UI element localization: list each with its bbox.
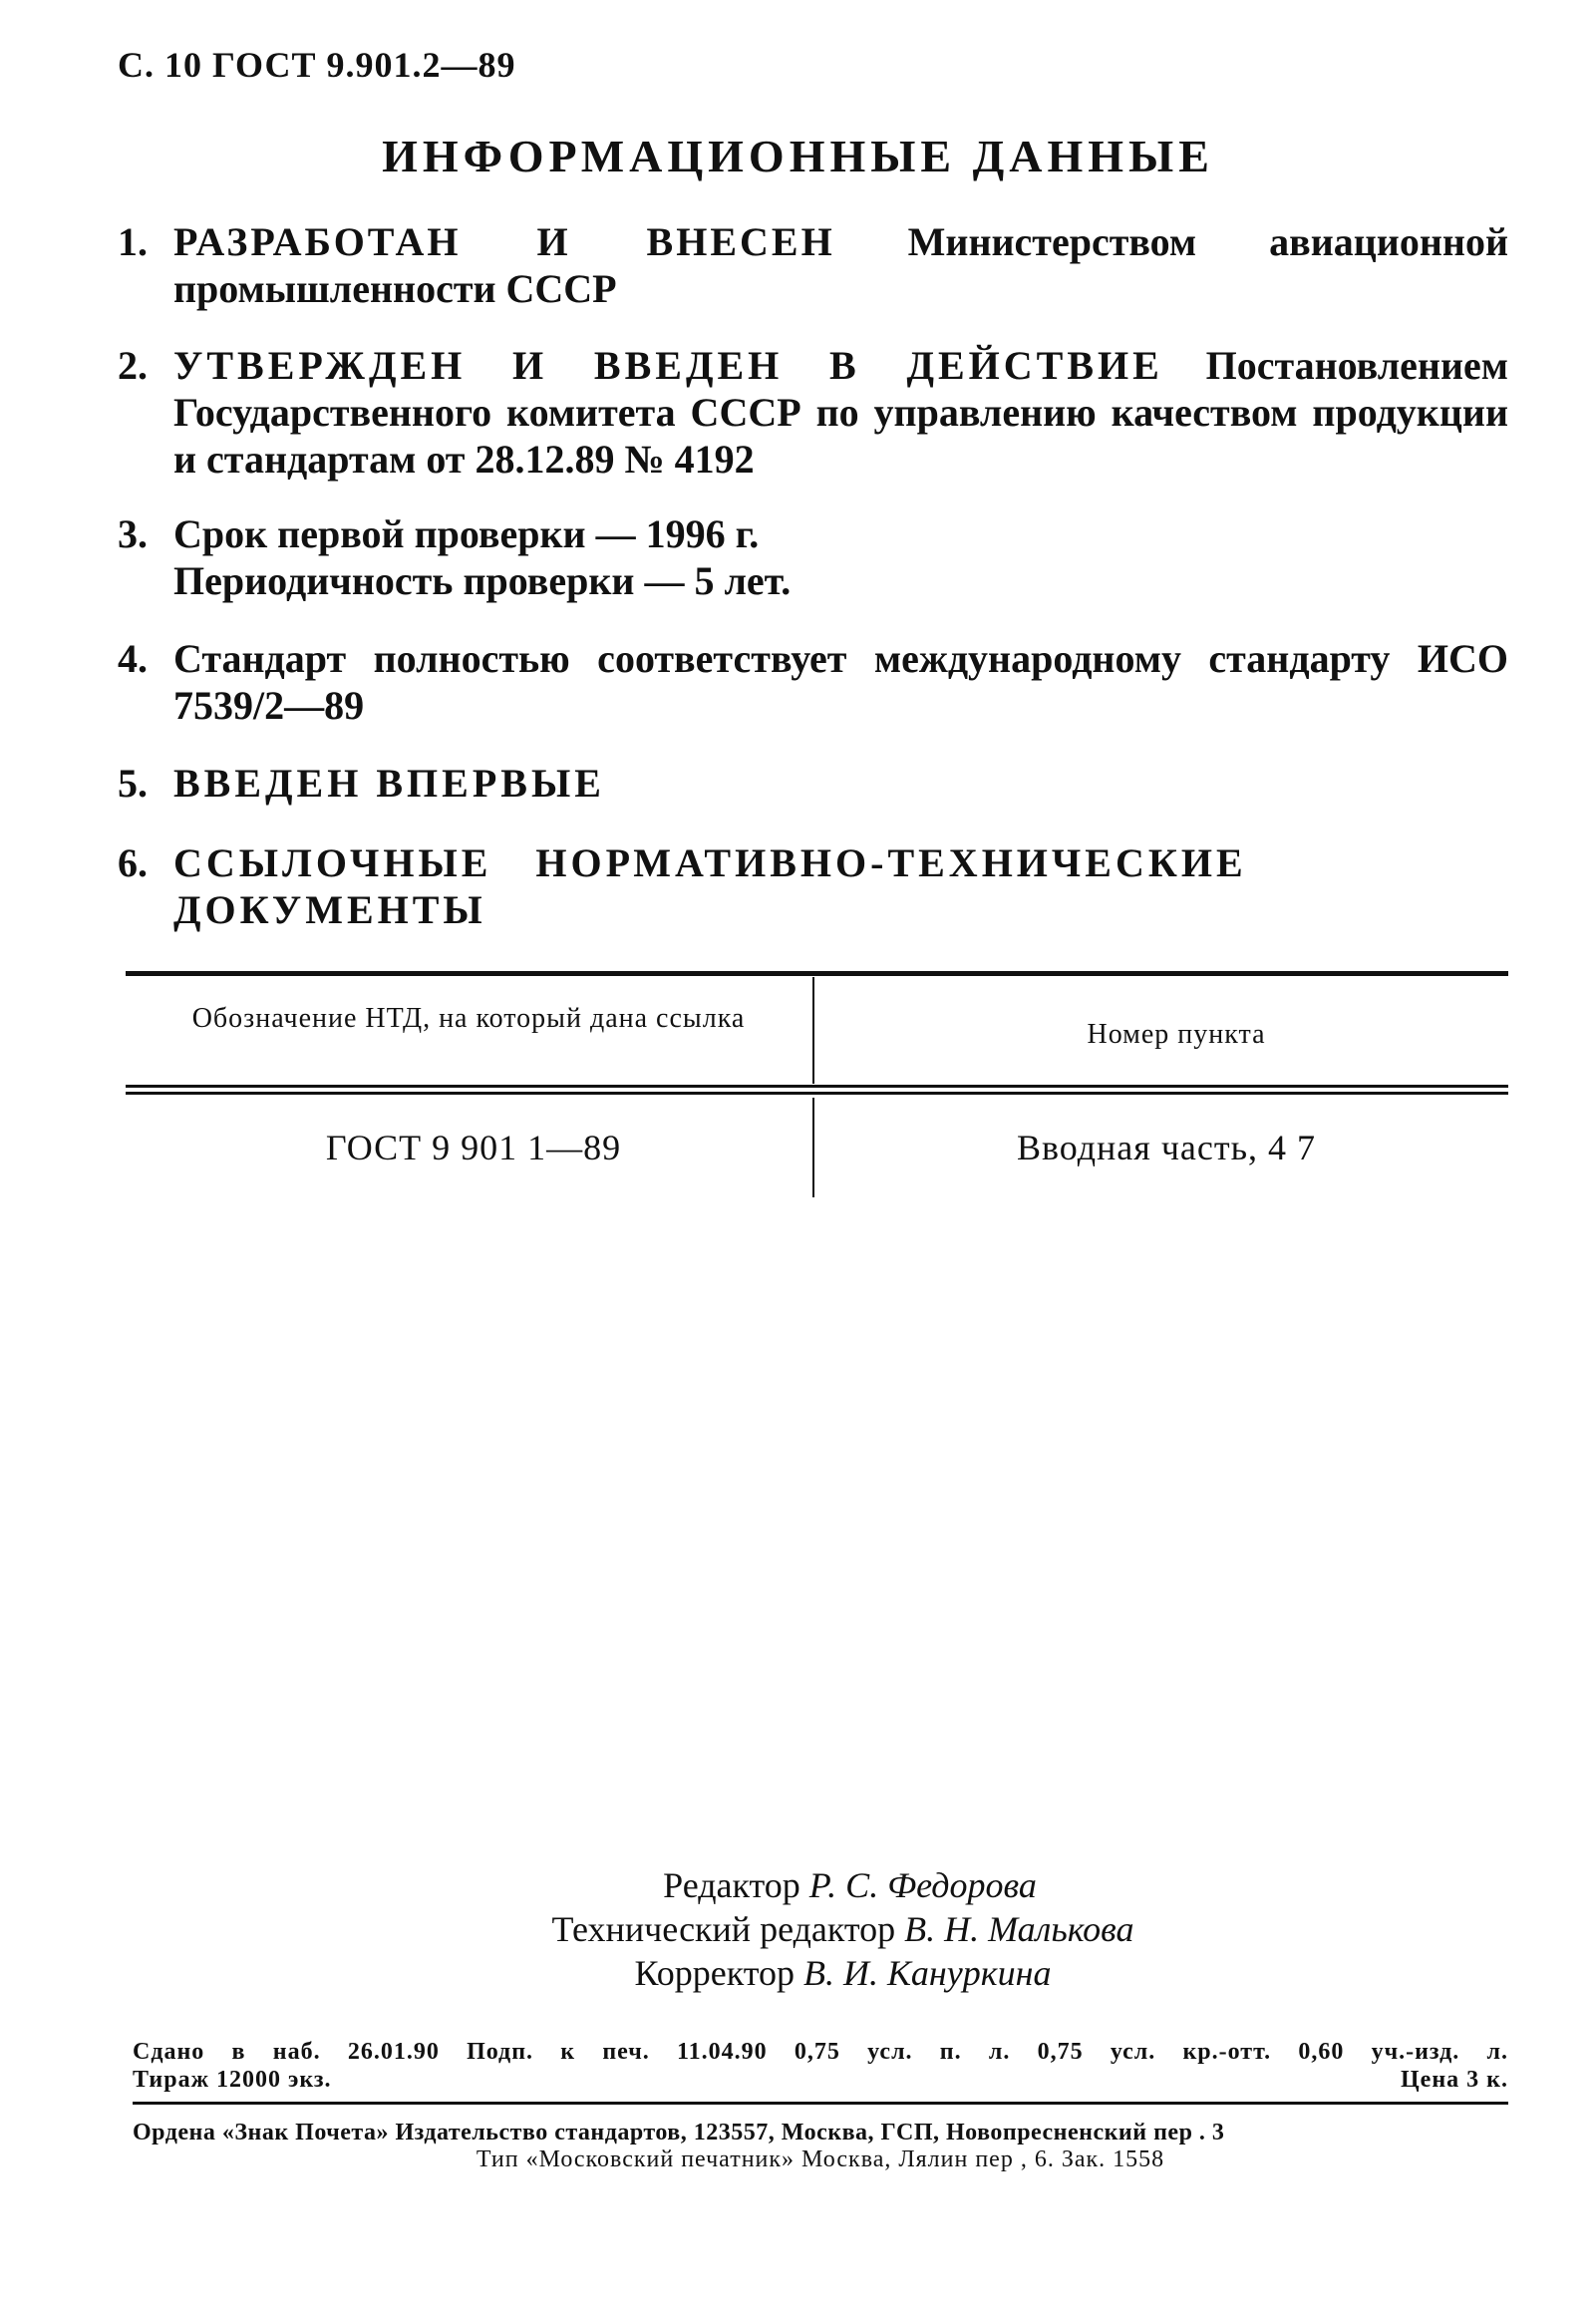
item-number: 6. — [118, 840, 148, 885]
item-number: 5. — [118, 761, 148, 806]
item-lead: ССЫЛОЧНЫЕ НОРМАТИВНО-ТЕХНИЧЕСКИЕ ДОКУМЕНТЫ — [173, 840, 1247, 932]
item-line: Периодичность проверки — 5 лет. — [173, 558, 792, 603]
credit-person: В. Н. Малькова — [904, 1909, 1134, 1949]
table-header-clause: Номер пункта — [1087, 1019, 1266, 1050]
item-text: Стандарт полностью соответствует международному стандарту ИСО 7539/2—89 — [173, 636, 1508, 728]
table-cell-designation: ГОСТ 9 901 1—89 — [325, 1128, 622, 1167]
credits-block — [0, 1863, 1596, 1995]
info-item-1 — [118, 218, 1508, 312]
info-item-4 — [118, 635, 1508, 729]
item-number: 4. — [118, 636, 148, 681]
table-header-designation: Обозначение НТД, на который дана ссылка — [191, 1003, 746, 1034]
credit-tech-editor — [45, 1907, 1596, 1951]
item-line: Срок первой проверки — 1996 г. — [173, 511, 760, 556]
credit-person: Р. С. Федорова — [808, 1865, 1037, 1905]
running-head: С. 10 ГОСТ 9.901.2—89 — [118, 45, 516, 85]
table-header-rule-2 — [126, 1092, 1508, 1095]
imprint-publisher: Ордена «Знак Почета» Издательство стандартов, 123557, Москва, ГСП, Новопресненский пер . 3 — [133, 2120, 1225, 2145]
credit-role: Редактор — [663, 1865, 800, 1905]
page-title: ИНФОРМАЦИОННЫЕ ДАННЫЕ — [382, 131, 1214, 181]
info-item-3 — [118, 510, 1508, 604]
imprint-circulation: Тираж 12000 экз. — [133, 2067, 332, 2093]
table-header-divider — [812, 977, 814, 1084]
credit-role: Корректор — [634, 1953, 796, 1993]
item-text: Постановлением Государственного комитета СССР по управлению качеством продукции и стандартам от 28.12.89 № 4192 — [173, 343, 1509, 482]
info-item-5 — [118, 760, 1508, 807]
item-number: 3. — [118, 511, 148, 556]
credit-proofreader — [45, 1951, 1596, 1995]
item-number: 1. — [118, 219, 148, 264]
table-cell-clause: Вводная часть, 4 7 — [1016, 1128, 1317, 1167]
imprint-line-1: Сдано в наб. 26.01.90 Подп. к печ. 11.04.90 0,75 усл. п. л. 0,75 усл. кр.-отт. 0,60 уч.-изд. л. — [133, 2039, 1508, 2065]
credit-editor — [52, 1863, 1596, 1907]
imprint-printer: Тип «Московский печатник» Москва, Лялин пер , 6. Зак. 1558 — [476, 2146, 1165, 2172]
item-lead: РАЗРАБОТАН И ВНЕСЕН — [173, 219, 835, 264]
table-header-rule-1 — [126, 1085, 1508, 1088]
info-item-6 — [118, 839, 1493, 933]
credit-person: В. И. Канyркина — [803, 1953, 1052, 1993]
credit-role: Технический редактор — [551, 1909, 896, 1949]
imprint-price: Цена 3 к. — [1401, 2067, 1508, 2093]
table-top-rule — [126, 971, 1508, 976]
item-number: 2. — [118, 343, 148, 388]
item-text: Министерством авиационной промышленности СССР — [173, 219, 1508, 311]
item-lead: УТВЕРЖДЕН И ВВЕДЕН В ДЕЙСТВИЕ — [173, 343, 1163, 388]
info-item-2 — [118, 342, 1508, 483]
imprint-rule — [133, 2102, 1508, 2105]
table-body-divider — [812, 1098, 814, 1197]
item-lead: ВВЕДЕН ВПЕРВЫЕ — [173, 761, 605, 806]
